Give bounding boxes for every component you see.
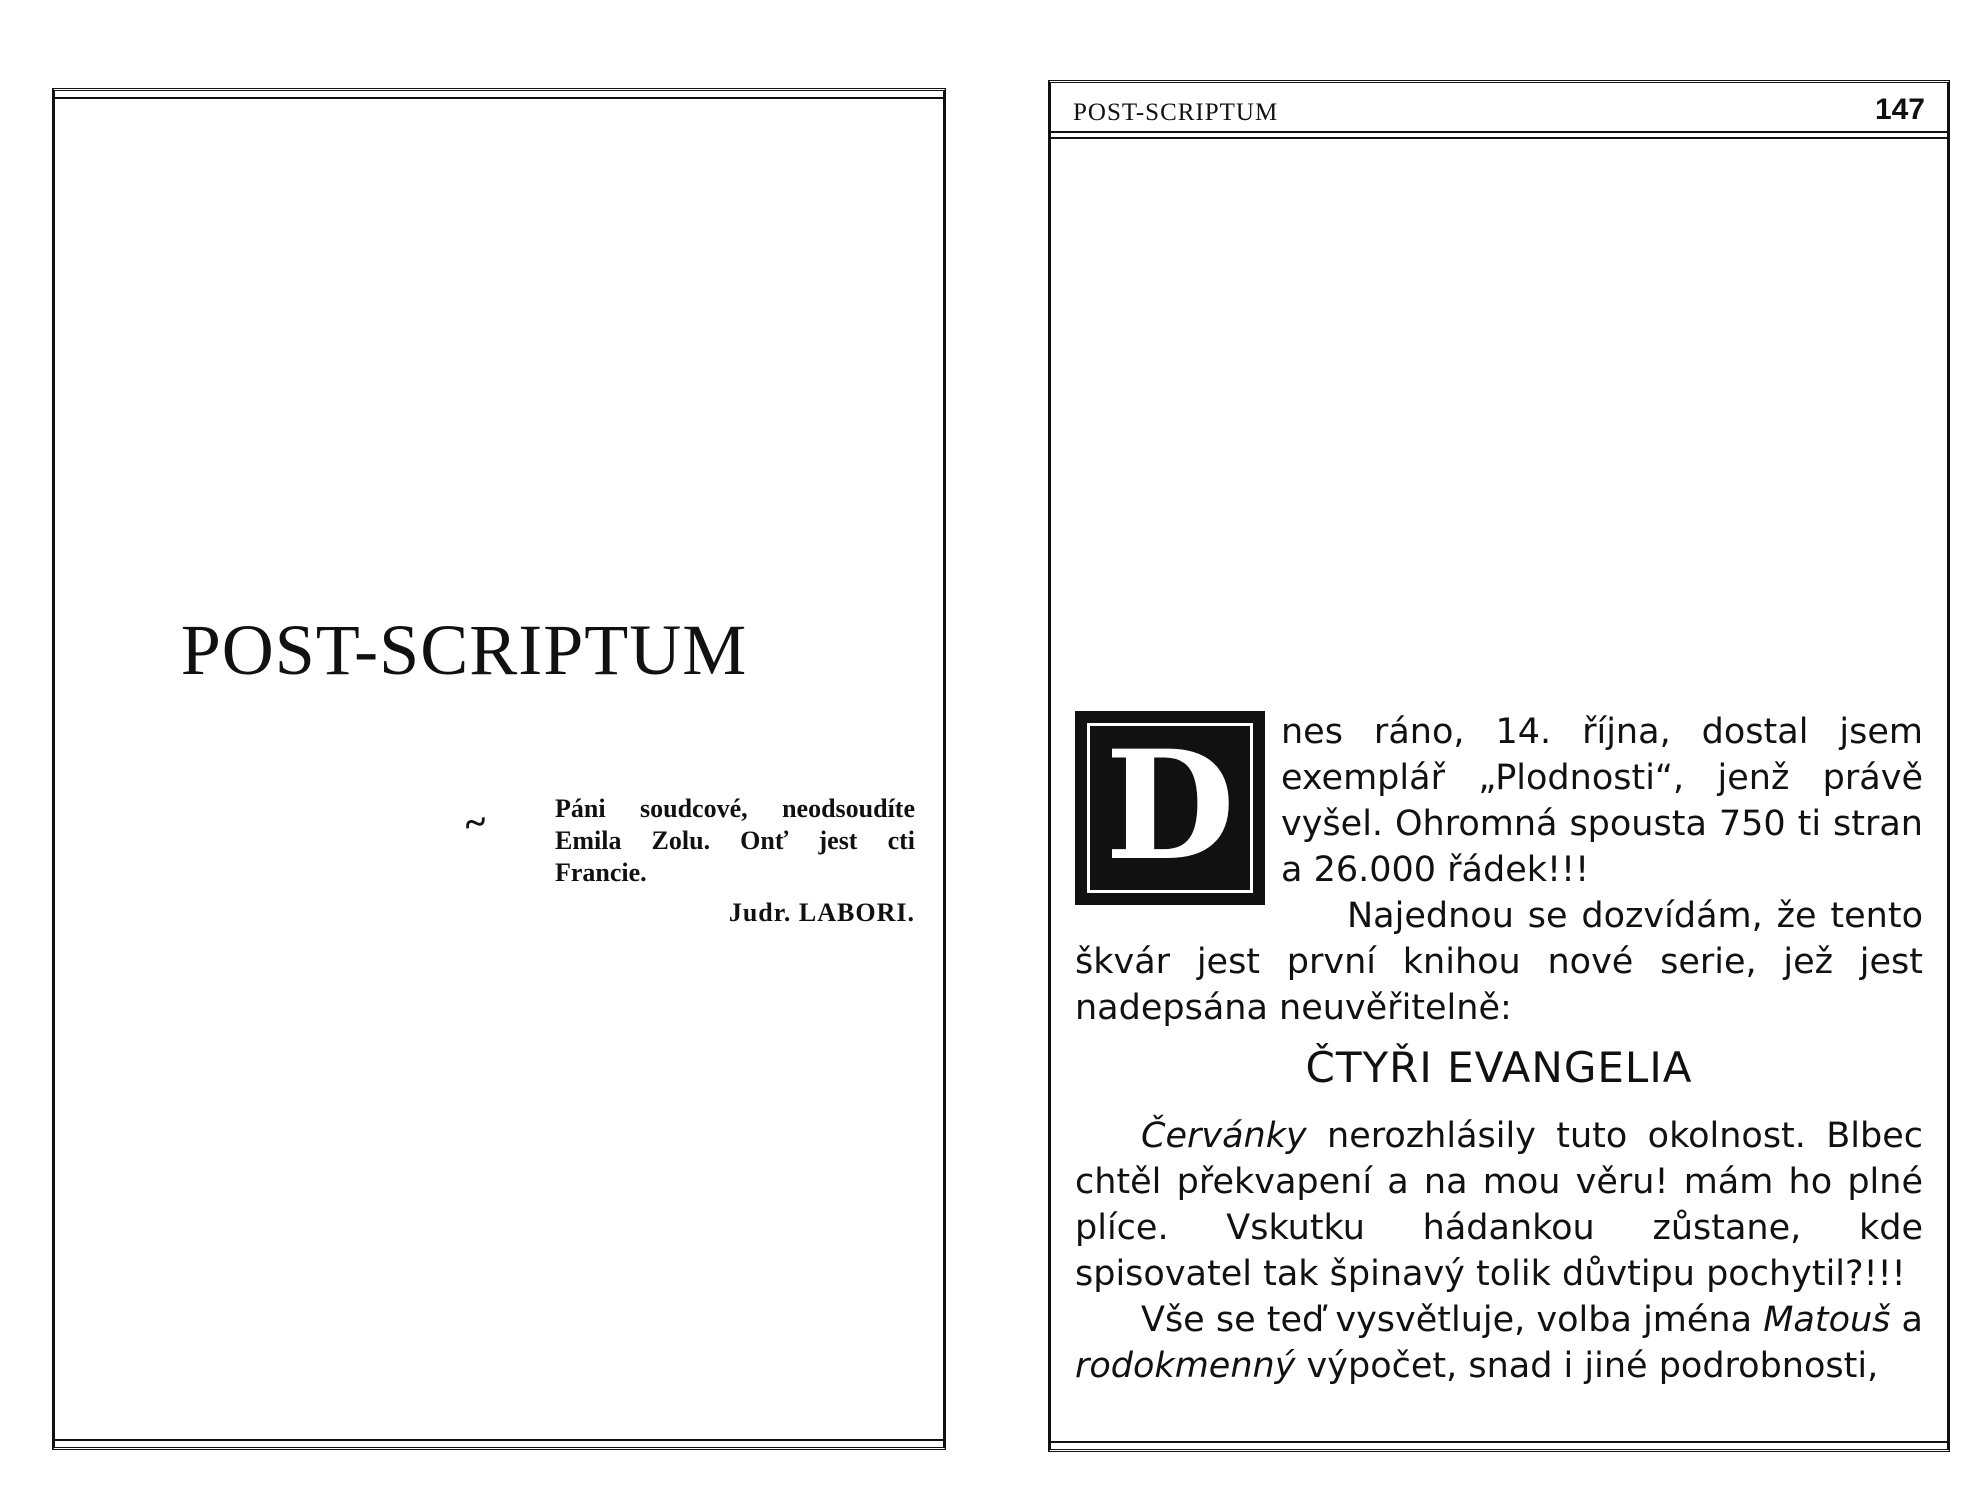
top-rule	[55, 97, 943, 99]
paragraph-4-text-a: Vše se teď vysvětluje, volba jména	[1141, 1300, 1764, 1340]
paragraph-4-text-c: výpočet, snad i jiné podrobnosti,	[1295, 1346, 1879, 1386]
italic-word: rodokmenný	[1075, 1346, 1296, 1386]
half-title: POST-SCRIPTUM	[180, 610, 748, 690]
running-title: POST-SCRIPTUM	[1073, 99, 1279, 126]
italic-word: Matouš	[1763, 1300, 1891, 1340]
paragraph-4	[1075, 1297, 1923, 1389]
motto-mark: ~	[460, 798, 491, 847]
running-head	[1073, 89, 1925, 129]
epigraph	[555, 793, 915, 929]
bottom-rule	[55, 1439, 943, 1441]
paragraph-4-text-b: a	[1890, 1300, 1923, 1340]
page-number: 147	[1874, 93, 1925, 126]
epigraph-text: Páni soudcové, neodsoudíte Emila Zolu. Onť jest cti Francie.	[555, 794, 915, 887]
head-rule-2	[1051, 137, 1947, 139]
drop-cap-ornament	[1075, 711, 1265, 905]
epigraph-attribution: Judr. LABORI.	[728, 898, 915, 927]
right-page	[1048, 80, 1950, 1452]
bottom-rule	[1051, 1441, 1947, 1443]
left-page	[52, 88, 946, 1450]
paragraph-2: Najednou se dozvídám, že tento škvár jest první knihou nové serie, jež jest nadepsána neuvěřitelně:	[1075, 896, 1923, 1028]
body-text	[1075, 709, 1923, 1389]
paragraph-3-text: nerozhlásily tuto okolnost. Blbec chtěl překvapení a na mou věru! mám ho plné plíce. Vskutku hádankou zůstane, kde spisovatel tak špinavý tolik důvtipu pochytil?!!!	[1075, 1116, 1923, 1294]
drop-cap-letter: D	[1104, 718, 1236, 894]
paragraph-3	[1075, 1113, 1923, 1297]
italic-word: Červánky	[1141, 1116, 1307, 1156]
paragraph-1: nes ráno, 14. října, dostal jsem exemplář „Plodnosti“, jenž právě vyšel. Ohromná spousta 750 ti stran a 26.000 řádek!!!	[1281, 712, 1923, 890]
head-rule	[1051, 131, 1947, 133]
section-heading: ČTYŘI EVANGELIA	[1305, 1043, 1693, 1092]
